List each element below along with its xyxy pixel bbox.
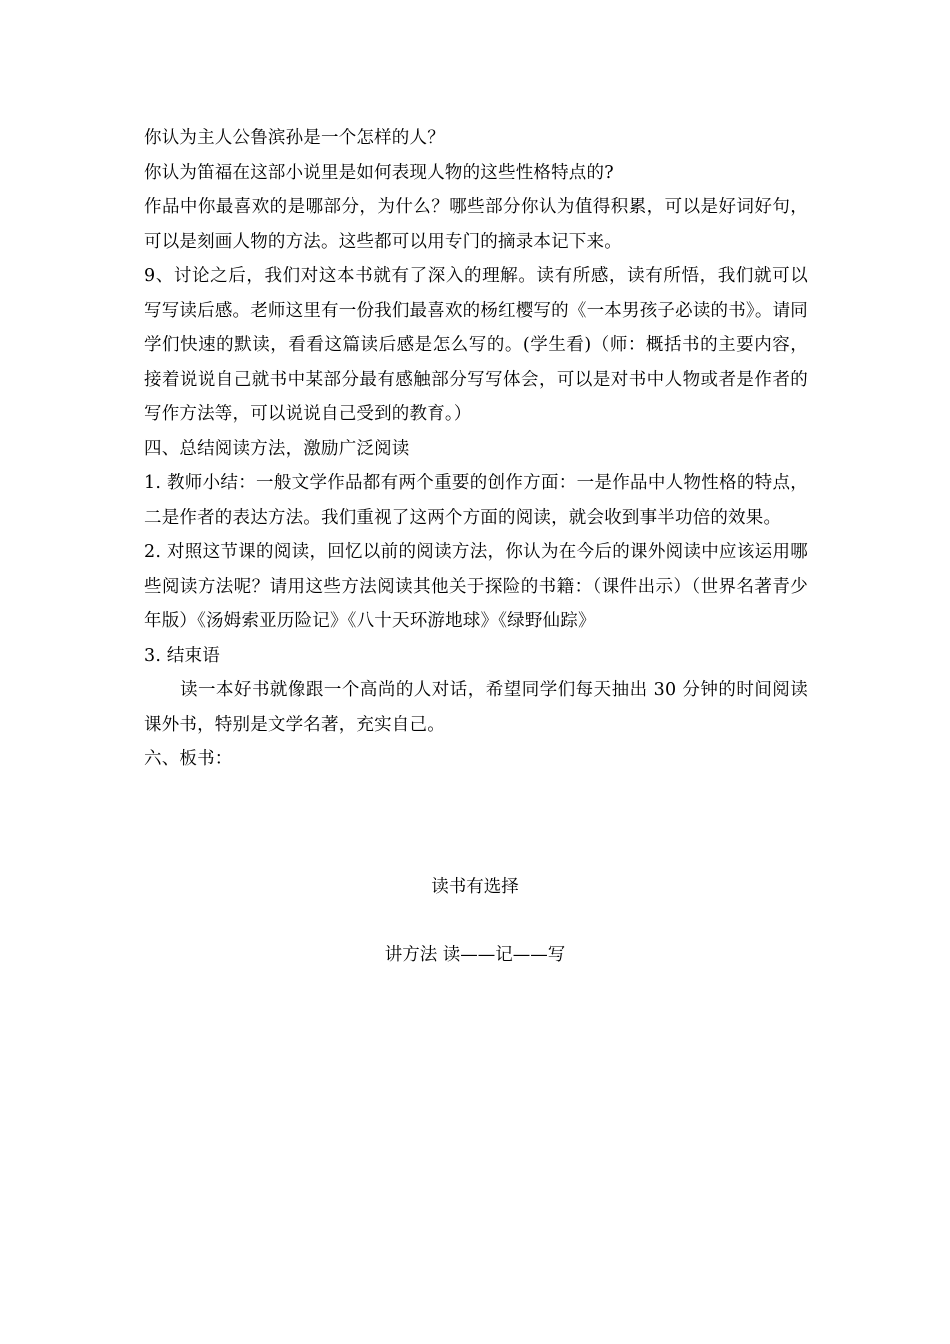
section-heading-summary: 四、总结阅读方法，激励广泛阅读 bbox=[144, 438, 410, 459]
paragraph-question-character: 你认为主人公鲁滨孙是一个怎样的人？ bbox=[144, 128, 445, 148]
paragraph-discussion: 9、讨论之后，我们对这本书就有了深入的理解。读有所感，读有所悟，我们就可以写写读后感。老师这里有一份我们最喜欢的杨红樱写的《一本男孩子必读的书》。请同学们快速的默读，看看这篇读后感是怎么写的。(学生看)（师：概括书的主要内容，接着说说自己就书中某部分最有感触部分写写体会，可以是对书中人物或者是作者的写作方法等，可以说说自己受到的教育。） bbox=[144, 266, 808, 424]
paragraph-question-method: 你认为笛福在这部小说里是如何表现人物的这些性格特点的? bbox=[144, 162, 614, 183]
paragraph-teacher-summary: 1. 教师小结：一般文学作品都有两个重要的创作方面：一是作品中人物性格的特点，二是作者的表达方法。我们重视了这两个方面的阅读，就会收到事半功倍的效果。 bbox=[144, 473, 808, 528]
paragraph-closing-heading: 3. 结束语 bbox=[144, 645, 220, 666]
blackboard-title: 读书有选择 bbox=[431, 877, 519, 897]
section-heading-blackboard: 六、板书： bbox=[144, 749, 233, 769]
paragraph-reading-methods: 2. 对照这节课的阅读，回忆以前的阅读方法，你认为在今后的课外阅读中应该运用哪些阅读方法呢？请用这些方法阅读其他关于探险的书籍：（课件出示）（世界名著青少年版）《汤姆索亚历险记》《八十天环游地球》《绿野仙踪》 bbox=[144, 542, 808, 631]
paragraph-favorite-part: 作品中你最喜欢的是哪部分，为什么？哪些部分你认为值得积累，可以是好词好句，可以是刻画人物的方法。这些都可以用专门的摘录本记下来。 bbox=[144, 197, 808, 252]
blackboard-line: 讲方法 读——记——写 bbox=[384, 945, 566, 965]
paragraph-closing-text: 读一本好书就像跟一个高尚的人对话，希望同学们每天抽出 30 分钟的时间阅读课外书，特别是文学名著，充实自己。 bbox=[144, 680, 808, 735]
document-body bbox=[144, 121, 808, 777]
